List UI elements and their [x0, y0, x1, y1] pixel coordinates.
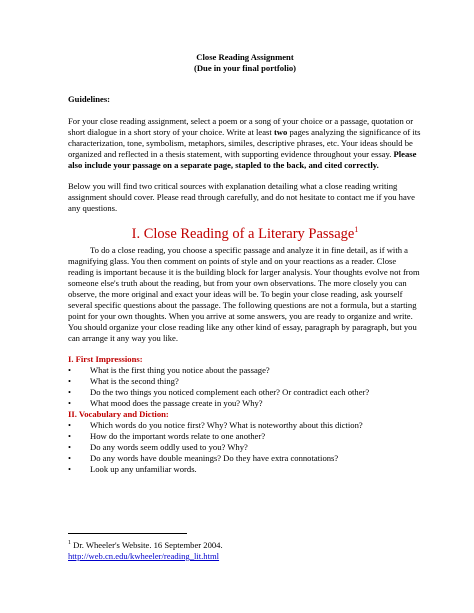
list-item-text: Which words do you notice first? Why? What is noteworthy about this diction? [90, 420, 363, 430]
bullet-icon: • [68, 464, 72, 474]
list-item [68, 376, 422, 387]
doc-subtitle: (Due in your final portfolio) [193, 63, 296, 73]
first-impressions-list [68, 365, 422, 409]
bullet-icon: • [68, 420, 72, 430]
list-item [68, 387, 422, 398]
footnote-mark: 1 [68, 540, 71, 547]
doc-title: Close Reading Assignment [196, 52, 294, 62]
footnote-reference: 1 [354, 225, 359, 235]
list-item-text: Look up any unfamiliar words. [90, 464, 197, 474]
list-item [68, 420, 422, 431]
list-item [68, 464, 422, 475]
guidelines-text-a: For your close reading assignment, select a poem or a song of your choice or a passage, quotation or short dialogue in a short story of your choice. Write at least [68, 116, 414, 137]
bullet-icon: • [68, 365, 72, 375]
guidelines-text-b: pages analyzing the significance of its characterization, tone, symbolism, metaphors, similes, descriptive phrases, etc. Your ideas should be organized and reflected in a thesis statement, with supporting evidence throughout your essay. [68, 127, 421, 159]
bullet-icon: • [68, 442, 72, 452]
list-item-text: How do the important words relate to one another? [90, 431, 266, 441]
guidelines-bold-instruction: Please also include your passage on a separate page, stapled to the back, and cited correctly. [68, 149, 417, 170]
list-item [68, 431, 422, 442]
footnote-link[interactable]: http://web.cn.edu/kwheeler/reading_lit.html [68, 551, 220, 561]
list-item-text: Do the two things you noticed complement each other? Or contradict each other? [90, 387, 370, 397]
vocabulary-heading: II. Vocabulary and Diction: [68, 409, 169, 419]
list-item-text: Do any words have double meanings? Do they have extra connotations? [90, 453, 339, 463]
list-item-text: What mood does the passage create in you? Why? [90, 398, 263, 408]
list-item [68, 365, 422, 376]
bullet-icon: • [68, 387, 72, 397]
bullet-icon: • [68, 398, 72, 408]
footnote-divider [68, 533, 187, 534]
section-intro-paragraph: To do a close reading, you choose a specific passage and analyze it in fine detail, as if with a magnifying glass. You then comment on points of style and on your reactions as a reader. Close reading is important because it is the building block for larger analysis. Your thoughts evolve not from someone else's truth about the reading, but from your own observations. The more closely you can observe, the more original and exact your ideas will be. To begin your close reading, ask yourself several specific questions about the passage. The following questions are not a formula, but a starting point for your own thoughts. When you arrive at some answers, you are ready to organize and write. You should organize your close reading like any other kind of essay, paragraph by paragraph, but you can arrange it any way you like. [68, 245, 420, 343]
bullet-icon: • [68, 376, 72, 386]
guidelines-paragraph-2: Below you will find two critical sources with explanation detailing what a close reading writing assignment should cover. Please read through carefully, and do not hesitate to contact me if you have any questions. [68, 181, 415, 213]
section-title-text: I. Close Reading of a Literary Passage [131, 226, 355, 242]
list-item [68, 442, 422, 453]
vocabulary-list [68, 420, 422, 475]
bullet-icon: • [68, 453, 72, 463]
first-impressions-heading: I. First Impressions: [68, 354, 143, 364]
footnote-citation [68, 540, 428, 551]
footnote-text: Dr. Wheeler's Website. 16 September 2004. [71, 540, 223, 550]
footnote [68, 540, 428, 562]
list-item [68, 398, 422, 409]
bullet-icon: • [68, 431, 72, 441]
guidelines-heading: Guidelines: [68, 94, 111, 104]
list-item-text: What is the second thing? [90, 376, 179, 386]
list-item-text: What is the first thing you notice about the passage? [90, 365, 270, 375]
list-item-text: Do any words seem oddly used to you? Why? [90, 442, 248, 452]
guidelines-bold-two: two [273, 127, 288, 137]
section-title [68, 225, 422, 243]
list-item [68, 453, 422, 464]
guidelines-paragraph-1 [68, 116, 422, 171]
